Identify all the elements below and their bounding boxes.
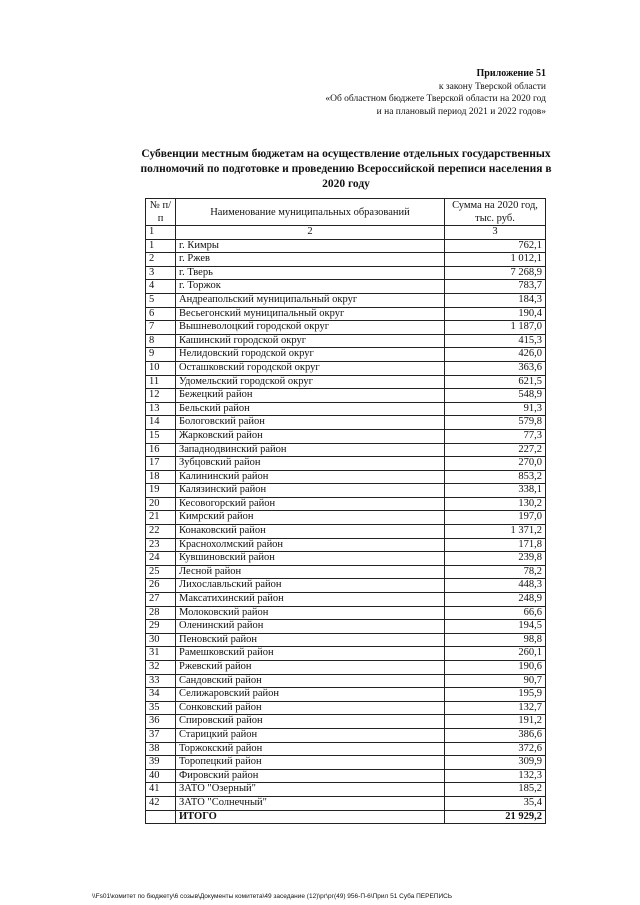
row-number: 39 <box>146 756 176 770</box>
row-number: 42 <box>146 796 176 810</box>
total-number-cell <box>146 810 176 824</box>
row-number: 41 <box>146 783 176 797</box>
row-number: 24 <box>146 552 176 566</box>
title-line-2: полномочий по подготовке и проведению Всероссийской переписи населения в <box>140 163 552 175</box>
table-row <box>146 620 546 634</box>
table-row <box>146 253 546 267</box>
row-sum: 197,0 <box>445 511 546 525</box>
table-row <box>146 389 546 403</box>
row-name: Торжокский район <box>176 742 445 756</box>
row-number: 16 <box>146 443 176 457</box>
row-sum: 35,4 <box>445 796 546 810</box>
title-line-1: Субвенции местным бюджетам на осуществление отдельных государственных <box>141 148 551 160</box>
row-number: 4 <box>146 280 176 294</box>
row-name: Андреапольский муниципальный округ <box>176 293 445 307</box>
file-path-footer: \\Fs01\комитет по бюджету\6 созыв\Документы комитета\49 заседание (12)\рг\рг(49) 956-П-6\Прил 51 Суба ПЕРЕПИСЬ <box>92 893 453 900</box>
row-sum: 7 268,9 <box>445 266 546 280</box>
row-number: 2 <box>146 253 176 267</box>
appendix-header <box>226 68 546 118</box>
row-sum: 386,6 <box>445 728 546 742</box>
table-row <box>146 633 546 647</box>
table-row <box>146 538 546 552</box>
table-row <box>146 239 546 253</box>
table-row <box>146 293 546 307</box>
table-header-row <box>146 199 546 226</box>
row-number: 5 <box>146 293 176 307</box>
row-number: 38 <box>146 742 176 756</box>
table-row <box>146 334 546 348</box>
row-number: 13 <box>146 402 176 416</box>
table-row <box>146 688 546 702</box>
table-row <box>146 769 546 783</box>
table-row <box>146 348 546 362</box>
row-name: Оленинский район <box>176 620 445 634</box>
row-sum: 77,3 <box>445 429 546 443</box>
row-number: 8 <box>146 334 176 348</box>
column-number-row <box>146 226 546 240</box>
row-name: Сандовский район <box>176 674 445 688</box>
row-name: г. Тверь <box>176 266 445 280</box>
row-sum: 190,4 <box>445 307 546 321</box>
row-name: Кесовогорский район <box>176 497 445 511</box>
row-name: Лихославльский район <box>176 579 445 593</box>
row-sum: 91,3 <box>445 402 546 416</box>
row-name: Сонковский район <box>176 701 445 715</box>
row-name: Удомельский городской округ <box>176 375 445 389</box>
row-number: 19 <box>146 484 176 498</box>
row-number: 30 <box>146 633 176 647</box>
row-number: 25 <box>146 565 176 579</box>
row-sum: 270,0 <box>445 457 546 471</box>
row-number: 11 <box>146 375 176 389</box>
row-name: Осташковский городской округ <box>176 361 445 375</box>
row-number: 35 <box>146 701 176 715</box>
row-number: 3 <box>146 266 176 280</box>
row-number: 1 <box>146 239 176 253</box>
table-row <box>146 742 546 756</box>
row-sum: 190,6 <box>445 661 546 675</box>
header-sum: Сумма на 2020 год, тыс. руб. <box>445 199 546 226</box>
row-number: 29 <box>146 620 176 634</box>
row-sum: 372,6 <box>445 742 546 756</box>
row-name: Конаковский район <box>176 525 445 539</box>
row-name: Торопецкий район <box>176 756 445 770</box>
row-name: Жарковский район <box>176 429 445 443</box>
row-sum: 130,2 <box>445 497 546 511</box>
row-name: Спировский район <box>176 715 445 729</box>
table-row <box>146 579 546 593</box>
row-sum: 194,5 <box>445 620 546 634</box>
row-number: 26 <box>146 579 176 593</box>
row-name: Зубцовский район <box>176 457 445 471</box>
table-row <box>146 266 546 280</box>
row-sum: 448,3 <box>445 579 546 593</box>
row-name: Весьегонский муниципальный округ <box>176 307 445 321</box>
row-sum: 426,0 <box>445 348 546 362</box>
row-number: 32 <box>146 661 176 675</box>
table-row <box>146 470 546 484</box>
table-row <box>146 416 546 430</box>
row-number: 28 <box>146 606 176 620</box>
row-sum: 98,8 <box>445 633 546 647</box>
row-sum: 185,2 <box>445 783 546 797</box>
row-number: 22 <box>146 525 176 539</box>
table-row <box>146 307 546 321</box>
table-row <box>146 661 546 675</box>
row-name: Пеновский район <box>176 633 445 647</box>
row-number: 20 <box>146 497 176 511</box>
row-name: Бежецкий район <box>176 389 445 403</box>
total-sum: 21 929,2 <box>445 810 546 824</box>
row-name: Нелидовский городской округ <box>176 348 445 362</box>
row-number: 12 <box>146 389 176 403</box>
row-name: г. Ржев <box>176 253 445 267</box>
row-sum: 762,1 <box>445 239 546 253</box>
row-name: Калязинский район <box>176 484 445 498</box>
table-row <box>146 796 546 810</box>
row-sum: 853,2 <box>445 470 546 484</box>
table-row <box>146 593 546 607</box>
row-name: Кашинский городской округ <box>176 334 445 348</box>
row-number: 31 <box>146 647 176 661</box>
row-name: Бельский район <box>176 402 445 416</box>
row-sum: 90,7 <box>445 674 546 688</box>
total-row <box>146 810 546 824</box>
row-sum: 227,2 <box>445 443 546 457</box>
table-row <box>146 728 546 742</box>
row-sum: 415,3 <box>445 334 546 348</box>
row-number: 18 <box>146 470 176 484</box>
total-label: ИТОГО <box>176 810 445 824</box>
row-name: Краснохолмский район <box>176 538 445 552</box>
table-row <box>146 552 546 566</box>
row-name: Кимрский район <box>176 511 445 525</box>
row-number: 40 <box>146 769 176 783</box>
row-name: Молоковский район <box>176 606 445 620</box>
document-title <box>140 147 552 192</box>
row-number: 9 <box>146 348 176 362</box>
row-name: Вышневолоцкий городской округ <box>176 321 445 335</box>
row-name: Рамешковский район <box>176 647 445 661</box>
table-row <box>146 783 546 797</box>
row-sum: 1 371,2 <box>445 525 546 539</box>
row-number: 7 <box>146 321 176 335</box>
row-number: 37 <box>146 728 176 742</box>
row-sum: 184,3 <box>445 293 546 307</box>
subvention-table <box>145 198 546 824</box>
header-number: № п/п <box>146 199 176 226</box>
row-sum: 783,7 <box>445 280 546 294</box>
table-row <box>146 715 546 729</box>
row-sum: 621,5 <box>445 375 546 389</box>
table-body <box>146 239 546 810</box>
row-sum: 363,6 <box>445 361 546 375</box>
row-number: 21 <box>146 511 176 525</box>
row-number: 23 <box>146 538 176 552</box>
row-name: Кувшиновский район <box>176 552 445 566</box>
column-number: 2 <box>176 226 445 240</box>
row-name: ЗАТО "Озерный" <box>176 783 445 797</box>
row-sum: 579,8 <box>445 416 546 430</box>
row-number: 36 <box>146 715 176 729</box>
table-row <box>146 565 546 579</box>
row-name: ЗАТО "Солнечный" <box>176 796 445 810</box>
row-sum: 78,2 <box>445 565 546 579</box>
row-name: Бологовский район <box>176 416 445 430</box>
title-line-3: 2020 году <box>322 178 370 190</box>
row-sum: 309,9 <box>445 756 546 770</box>
table-row <box>146 497 546 511</box>
table-row <box>146 429 546 443</box>
table-row <box>146 511 546 525</box>
row-name: Западнодвинский район <box>176 443 445 457</box>
row-name: Ржевский район <box>176 661 445 675</box>
table-row <box>146 674 546 688</box>
row-sum: 195,9 <box>445 688 546 702</box>
table-row <box>146 443 546 457</box>
row-sum: 248,9 <box>445 593 546 607</box>
row-sum: 171,8 <box>445 538 546 552</box>
row-sum: 548,9 <box>445 389 546 403</box>
header-name: Наименование муниципальных образований <box>176 199 445 226</box>
table-row <box>146 321 546 335</box>
table-row <box>146 375 546 389</box>
table-row <box>146 525 546 539</box>
row-sum: 260,1 <box>445 647 546 661</box>
appendix-line-1: к закону Тверской области <box>438 81 546 92</box>
row-name: Фировский район <box>176 769 445 783</box>
row-number: 33 <box>146 674 176 688</box>
row-name: Селижаровский район <box>176 688 445 702</box>
table-row <box>146 484 546 498</box>
row-sum: 191,2 <box>445 715 546 729</box>
row-sum: 132,7 <box>445 701 546 715</box>
table-row <box>146 280 546 294</box>
appendix-line-2: «Об областном бюджете Тверской области на 2020 год <box>325 94 546 104</box>
row-number: 6 <box>146 307 176 321</box>
appendix-line-3: и на плановый период 2021 и 2022 годов» <box>376 106 546 117</box>
row-name: Лесной район <box>176 565 445 579</box>
row-name: Максатихинский район <box>176 593 445 607</box>
row-sum: 1 187,0 <box>445 321 546 335</box>
table-row <box>146 756 546 770</box>
table-row <box>146 606 546 620</box>
row-number: 27 <box>146 593 176 607</box>
row-name: Калининский район <box>176 470 445 484</box>
row-number: 10 <box>146 361 176 375</box>
row-sum: 338,1 <box>445 484 546 498</box>
table-row <box>146 402 546 416</box>
row-number: 34 <box>146 688 176 702</box>
row-number: 17 <box>146 457 176 471</box>
table-row <box>146 457 546 471</box>
row-name: г. Кимры <box>176 239 445 253</box>
row-sum: 132,3 <box>445 769 546 783</box>
row-number: 14 <box>146 416 176 430</box>
row-number: 15 <box>146 429 176 443</box>
appendix-title: Приложение 51 <box>476 68 546 79</box>
row-sum: 239,8 <box>445 552 546 566</box>
table-row <box>146 701 546 715</box>
row-name: г. Торжок <box>176 280 445 294</box>
row-sum: 1 012,1 <box>445 253 546 267</box>
row-sum: 66,6 <box>445 606 546 620</box>
table-row <box>146 647 546 661</box>
row-name: Старицкий район <box>176 728 445 742</box>
column-number: 1 <box>146 226 176 240</box>
column-number: 3 <box>445 226 546 240</box>
table-row <box>146 361 546 375</box>
